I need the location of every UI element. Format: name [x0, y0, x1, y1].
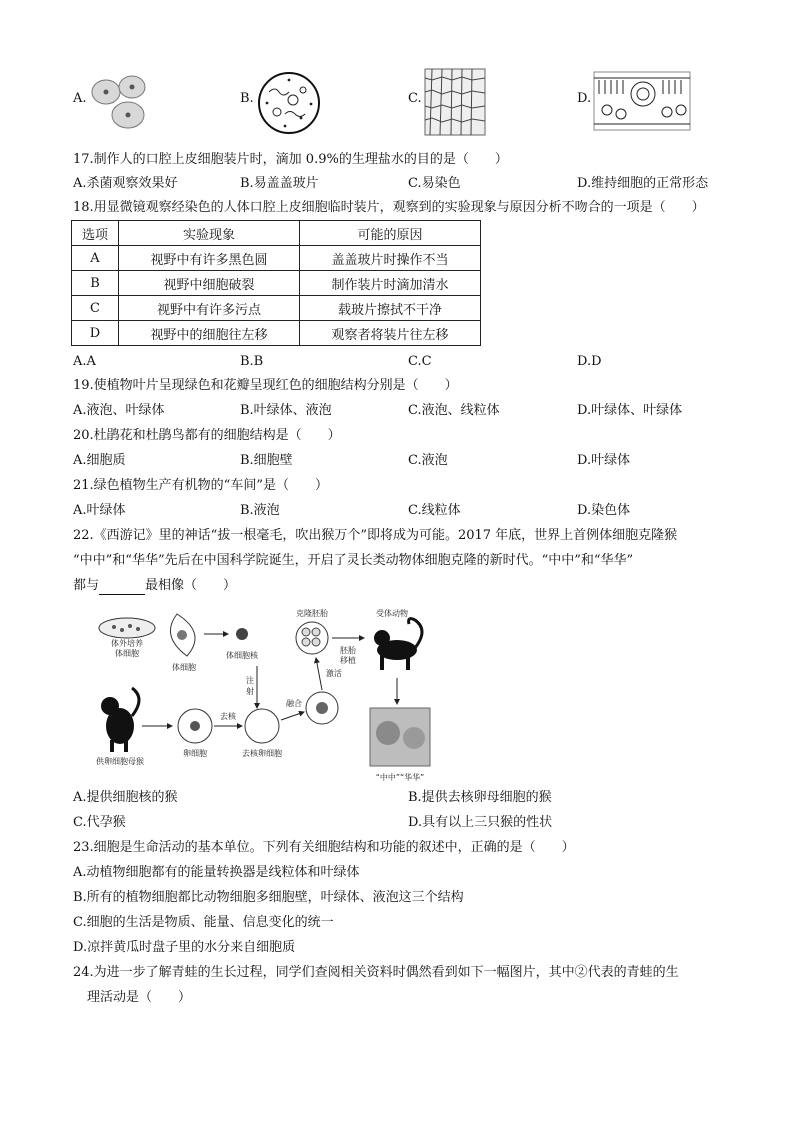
label-offspring: “中中”“华华”: [375, 773, 425, 782]
q18-table: [71, 220, 481, 346]
q19-stem: 19.使植物叶片呈现绿色和花瓣呈现红色的细胞结构分别是（ ）: [73, 378, 458, 393]
q18-option-a: A.A: [73, 354, 96, 369]
label-remove-nucleus: 去核: [220, 712, 236, 721]
q19-option-d: D.叶绿体、叶绿体: [577, 403, 683, 418]
round-cells-figure: [88, 70, 156, 132]
table-row: [72, 246, 481, 271]
table-row: [72, 321, 481, 346]
donor-monkey-icon: [101, 688, 139, 752]
label-activate: 激活: [326, 669, 342, 678]
q22-option-c: C.代孕猴: [73, 815, 126, 830]
q22-stem-line2: “中中”和“华华”先后在中国科学院诞生，开启了灵长类动物体细胞克隆的新时代。“中中”和“华华”: [73, 553, 634, 568]
label-cloned-embryo: 克隆胚胎: [296, 609, 328, 618]
q23-option-c: C.细胞的生活是物质、能量、信息变化的统一: [73, 915, 334, 930]
svg-text:射: 射: [246, 687, 254, 696]
q17-option-a: A.杀菌观察效果好: [73, 176, 178, 191]
label-recipient: 受体动物: [376, 609, 408, 618]
table-cell: 载玻片擦拭不干净: [300, 296, 481, 321]
q22-option-d: D.具有以上三只猴的性状: [408, 815, 553, 830]
table-cell: 视野中有许多污点: [119, 296, 300, 321]
q22-stem-line3: [73, 577, 236, 595]
q16-option-d-letter: D.: [577, 91, 592, 106]
q20-stem: 20.杜鹃花和杜鹃鸟都有的细胞结构是（ ）: [73, 428, 341, 443]
q20-option-d: D.叶绿体: [577, 453, 631, 468]
svg-text:移植: 移植: [340, 656, 356, 665]
table-cell: 视野中有许多黑色圆: [119, 246, 300, 271]
cloning-diagram: [92, 608, 442, 788]
q17-stem: 17.制作人的口腔上皮细胞装片时，滴加 0.9%的生理盐水的目的是（ ）: [73, 152, 508, 167]
epidermis-cells-figure: [424, 68, 486, 136]
table-cell: 视野中细胞破裂: [119, 271, 300, 296]
q21-option-d: D.染色体: [577, 503, 631, 518]
label-egg: 卵细胞: [183, 749, 207, 758]
q23-option-a: A.动植物细胞都有的能量转换器是线粒体和叶绿体: [73, 865, 360, 880]
q20-option-b: B.细胞壁: [240, 453, 293, 468]
label-somatic-nucleus: 体细胞核: [226, 651, 258, 660]
q21-option-c: C.线粒体: [408, 503, 461, 518]
q21-stem: 21.绿色植物生产有机物的“车间”是（ ）: [73, 478, 328, 493]
q24-stem-line2: 理活动是（ ）: [87, 990, 192, 1005]
q18-option-d: D.D: [577, 354, 602, 369]
q21-option-b: B.液泡: [240, 503, 280, 518]
q17-option-c: C.易染色: [408, 176, 461, 191]
q16-option-c-letter: C.: [408, 91, 422, 106]
label-donor: 供卵细胞母猴: [96, 757, 144, 766]
answer-blank: [99, 581, 145, 595]
label-enucleated: 去核卵细胞: [242, 749, 282, 758]
q18-option-b: B.B: [240, 354, 264, 369]
q19-option-a: A.液泡、叶绿体: [73, 403, 165, 418]
cloned-embryo-icon: [296, 622, 328, 654]
q16-option-b-letter: B.: [240, 91, 254, 106]
table-cell: 盖盖玻片时操作不当: [300, 246, 481, 271]
q24-stem-line1: 24.为进一步了解青蛙的生长过程，同学们查阅相关资料时偶然看到如下一幅图片，其中②代表的青蛙的生: [73, 965, 679, 980]
q20-option-a: A.细胞质: [73, 453, 126, 468]
label-fuse: 融合: [286, 699, 302, 708]
q22-stem-post: 最相像（ ）: [145, 578, 237, 593]
label-cultured-cells-line2: 体细胞: [115, 649, 139, 658]
table-cell: C: [72, 296, 119, 321]
q17-option-b: B.易盖盖玻片: [240, 176, 319, 191]
q22-stem-line1: 22.《西游记》里的神话“拔一根毫毛，吹出猴万个”即将成为可能。2017 年底，世界上首例体细胞克隆猴: [73, 528, 678, 543]
svg-text:胚胎: 胚胎: [340, 646, 356, 655]
somatic-nucleus-icon: [236, 628, 248, 640]
svg-text:注: 注: [246, 676, 254, 685]
q22-option-b: B.提供去核卵母细胞的猴: [408, 790, 552, 805]
q22-option-a: A.提供细胞核的猴: [73, 790, 178, 805]
q19-option-b: B.叶绿体、液泡: [240, 403, 332, 418]
table-row: [72, 271, 481, 296]
q23-option-b: B.所有的植物细胞都比动物细胞多细胞壁，叶绿体、液泡这三个结构: [73, 890, 464, 905]
circular-cell-figure: [255, 70, 323, 136]
table-header-cell: 可能的原因: [300, 221, 481, 246]
culture-dish-icon: [99, 618, 155, 638]
q20-option-c: C.液泡: [408, 453, 448, 468]
q18-stem: 18.用显微镜观察经染色的人体口腔上皮细胞临时装片，观察到的实验现象与原因分析不吻合的一项是（ ）: [73, 200, 705, 215]
table-header-cell: 实验现象: [119, 221, 300, 246]
table-header-cell: 选项: [72, 221, 119, 246]
q17-option-d: D.维持细胞的正常形态: [577, 176, 709, 191]
table-cell: A: [72, 246, 119, 271]
enucleated-egg-icon: [245, 709, 279, 743]
q22-stem-pre: 都与: [73, 578, 100, 593]
q23-stem: 23.细胞是生命活动的基本单位。下列有关细胞结构和功能的叙述中，正确的是（ ）: [73, 840, 575, 855]
table-cell: B: [72, 271, 119, 296]
q21-option-a: A.叶绿体: [73, 503, 126, 518]
table-row: [72, 296, 481, 321]
table-cell: 观察者将装片往左移: [300, 321, 481, 346]
label-cultured-cells-line1: 体外培养: [111, 639, 143, 648]
leaf-cross-section-figure: [593, 70, 691, 132]
recipient-monkey-icon: [374, 619, 422, 670]
q16-option-a-letter: A.: [73, 91, 87, 106]
table-cell: 制作装片时滴加清水: [300, 271, 481, 296]
table-header-row: [72, 221, 481, 246]
q23-option-d: D.凉拌黄瓜时盘子里的水分来自细胞质: [73, 940, 296, 955]
label-somatic-cell: 体细胞: [172, 663, 196, 672]
q18-option-c: C.C: [408, 354, 432, 369]
q19-option-c: C.液泡、线粒体: [408, 403, 500, 418]
table-cell: 视野中的细胞往左移: [119, 321, 300, 346]
table-cell: D: [72, 321, 119, 346]
